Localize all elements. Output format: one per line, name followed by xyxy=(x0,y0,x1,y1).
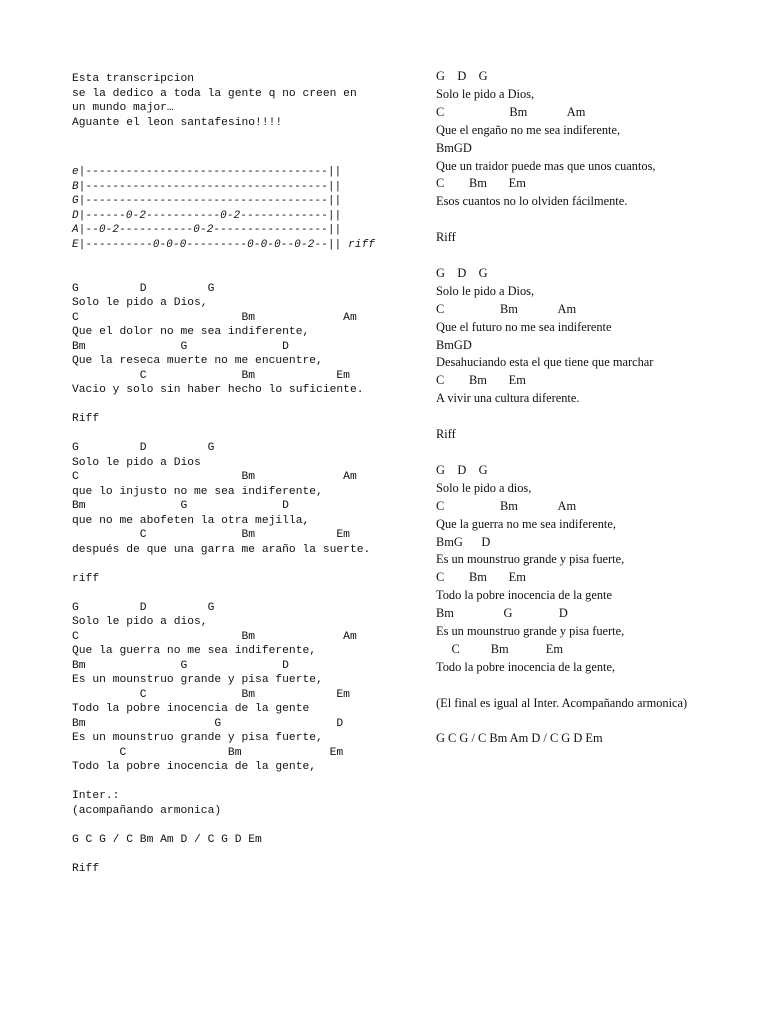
lyric-line: Que la reseca muerte no me encuentre, xyxy=(72,355,323,368)
lyric-line: Que la guerra no me sea indiferente, xyxy=(436,516,616,531)
lyric-line: Todo la pobre inocencia de la gente xyxy=(72,703,310,716)
final-note: (El final es igual al Inter. Acompañando armonica) xyxy=(436,695,688,710)
chord-line: Bm G D xyxy=(436,606,568,621)
intro-line: Aguante el leon santafesino!!!! xyxy=(72,116,283,129)
chord-line: C Bm Am xyxy=(436,301,577,316)
tab-line-D: D|------0-2-----------0-2-------------|| xyxy=(72,209,342,222)
lyric-line: que no me abofeten la otra mejilla, xyxy=(72,514,310,527)
tab-line-E: E|----------0-0-0---------0-0-0--0-2--|| riff xyxy=(72,238,376,251)
chord-line: G D G xyxy=(436,462,488,477)
riff-label: Riff xyxy=(72,413,100,426)
chord-line: C Bm Em xyxy=(436,176,526,191)
inter-heading: Inter.: xyxy=(72,790,120,803)
lyric-line: Que el dolor no me sea indiferente, xyxy=(72,326,310,339)
tab-line-e: e|------------------------------------|| xyxy=(72,166,342,178)
chord-line: C Bm Em xyxy=(72,746,344,759)
chord-line: G D G xyxy=(72,442,215,455)
tab-line-B: B|------------------------------------|| xyxy=(72,180,342,193)
lyric-line: que lo injusto no me sea indiferente, xyxy=(72,485,323,498)
chord-line: C Bm Am xyxy=(72,471,357,484)
inter-note: (acompañando armonica) xyxy=(72,804,222,817)
chord-line: C Bm Am xyxy=(72,630,357,643)
verse-block xyxy=(72,601,422,775)
chord-line: Bm G D xyxy=(72,500,289,513)
lyric-line: Es un mounstruo grande y pisa fuerte, xyxy=(72,732,323,745)
lyric-line: Solo le pido a Dios, xyxy=(436,86,535,101)
intro-line: un mundo major… xyxy=(72,102,174,114)
chord-line: BmGD xyxy=(436,337,472,352)
lyric-line: Todo la pobre inocencia de la gente, xyxy=(72,761,317,774)
chord-line: G D G xyxy=(72,601,215,614)
intro-line: Esta transcripcion xyxy=(72,73,195,85)
riff-label: Riff xyxy=(72,862,100,875)
lyric-line: Solo le pido a Dios, xyxy=(436,283,535,298)
chord-line: BmG D xyxy=(436,534,491,549)
verse-block xyxy=(436,265,768,408)
lyric-line: Es un mounstruo grande y pisa fuerte, xyxy=(72,674,323,687)
verse-block xyxy=(72,282,422,398)
chord-line: G D G xyxy=(436,265,488,280)
lyric-line: Desahuciando esta el que tiene que marchar xyxy=(436,355,654,370)
lyric-line: Solo le pido a dios, xyxy=(436,480,532,495)
lyric-line: Todo la pobre inocencia de la gente xyxy=(436,588,612,603)
lyric-line: Que el futuro no me sea indiferente xyxy=(436,319,612,334)
tab-line-A: A|--0-2-----------0-2-----------------|| xyxy=(72,224,342,237)
chord-line: C Bm Em xyxy=(436,570,526,585)
chord-line: C Bm Em xyxy=(72,369,350,382)
lyric-line: después de que una garra me araño la suerte. xyxy=(72,543,371,556)
chord-line: C Bm Em xyxy=(436,641,564,656)
lyric-line: Que un traidor puede mas que unos cuantos, xyxy=(436,158,656,173)
intro-dedication xyxy=(72,72,422,130)
tab-line-G: G|------------------------------------|| xyxy=(72,195,342,208)
chord-line: C Bm Em xyxy=(72,529,350,542)
lyric-line: Que la guerra no me sea indiferente, xyxy=(72,645,317,658)
chord-line: Bm G D xyxy=(72,340,289,353)
chord-line: C Bm Am xyxy=(436,104,586,119)
chord-line: C Bm Am xyxy=(72,311,357,324)
intro-line: se la dedico a toda la gente q no creen en xyxy=(72,87,357,100)
riff-label: Riff xyxy=(436,230,456,245)
chord-line: Bm G D xyxy=(72,659,289,672)
chord-line: C Bm Em xyxy=(72,688,350,701)
lyric-line: Vacio y solo sin haber hecho lo suficiente. xyxy=(72,384,364,397)
chord-progression: G C G / C Bm Am D / C G D Em xyxy=(72,833,262,846)
lyric-line: Que el engaño no me sea indiferente, xyxy=(436,122,621,137)
chord-line: C Bm Em xyxy=(436,373,526,388)
lyric-line: Todo la pobre inocencia de la gente, xyxy=(436,659,616,674)
chord-line: BmGD xyxy=(436,140,472,155)
lyric-line: Solo le pido a Dios xyxy=(72,456,201,469)
verse-block xyxy=(436,462,768,677)
chord-line: C Bm Am xyxy=(436,498,577,513)
verse-block xyxy=(72,441,422,557)
verse-block xyxy=(436,68,768,211)
chord-progression: G C G / C Bm Am D / C G D Em xyxy=(436,731,603,746)
lyric-line: Es un mounstruo grande y pisa fuerte, xyxy=(436,552,625,567)
lyric-line: Solo le pido a dios, xyxy=(72,616,208,629)
right-column xyxy=(436,68,768,748)
chord-line: Bm G D xyxy=(72,717,344,730)
lyric-line: Solo le pido a Dios, xyxy=(72,297,208,310)
left-column xyxy=(72,72,422,876)
lyric-line: Esos cuantos no lo olviden fácilmente. xyxy=(436,194,628,209)
lyric-line: Es un mounstruo grande y pisa fuerte, xyxy=(436,624,625,639)
lyric-line: A vivir una cultura diferente. xyxy=(436,391,580,406)
chord-line: G D G xyxy=(436,69,488,83)
riff-label: Riff xyxy=(436,427,456,442)
riff-label: riff xyxy=(72,572,100,585)
guitar-tablature xyxy=(72,165,422,253)
chord-line: G D G xyxy=(72,282,215,295)
